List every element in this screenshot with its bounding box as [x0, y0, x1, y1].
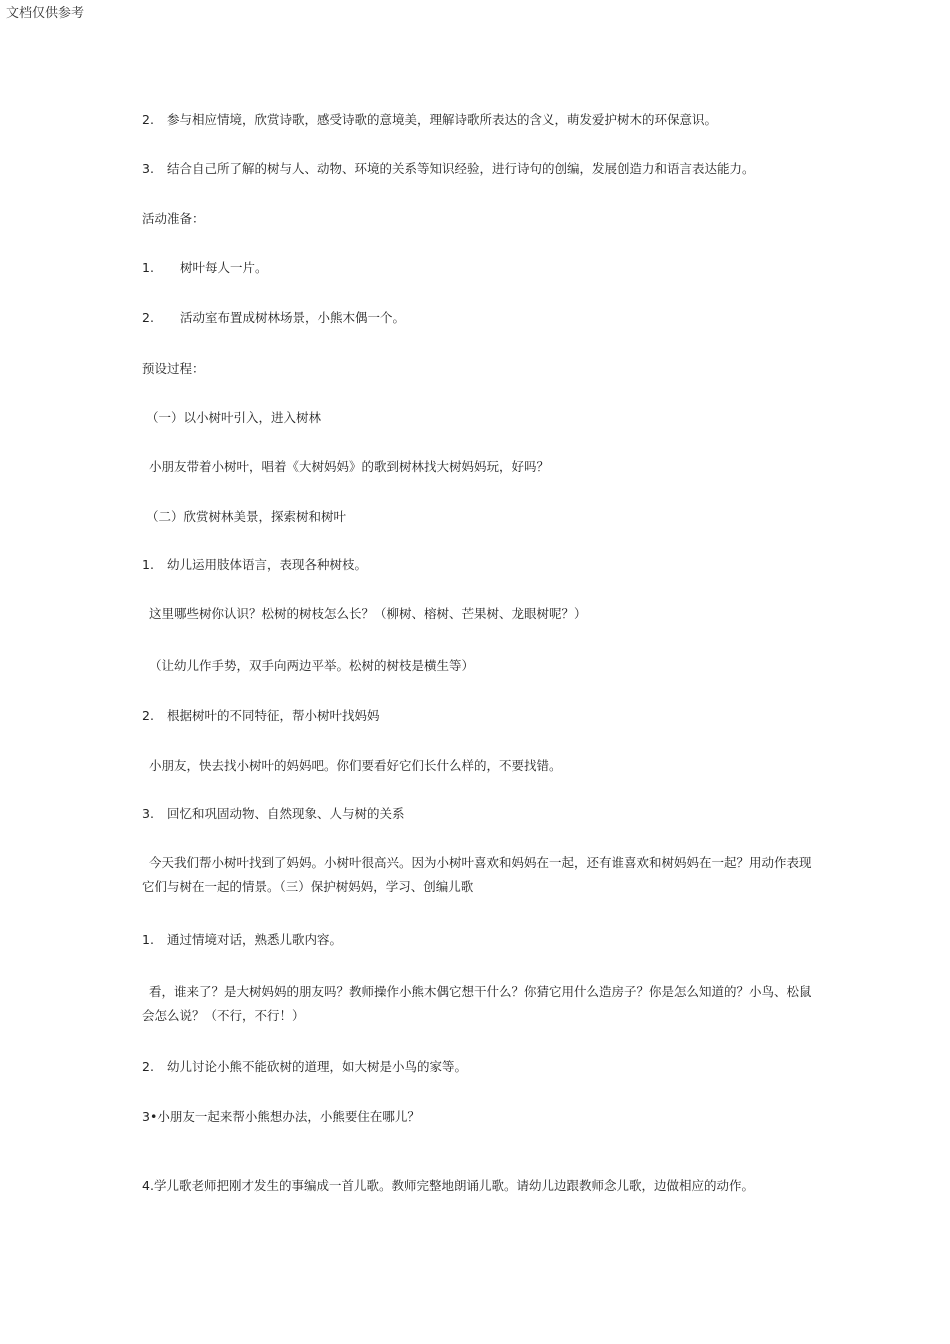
prep-item-2: [142, 309, 405, 326]
process-heading: 预设过程：: [142, 361, 205, 376]
section-2-heading: （二）欣赏树林美景，探索树和树叶: [146, 509, 347, 524]
list-text: 回忆和巩固动物、自然现象、人与树的关系: [167, 806, 405, 821]
s2-item-1: [142, 556, 367, 573]
list-text: 结合自己所了解的树与人、动物、环境的关系等知识经验，进行诗句的创编，发展创造力和语言表达能力。: [167, 161, 755, 176]
s2-item-1-question: 这里哪些树你认识？松树的树枝怎么长？（柳树、榕树、芒果树、龙眼树呢？）: [149, 606, 587, 621]
objective-2: [142, 111, 717, 128]
list-text: 根据树叶的不同特征，帮小树叶找妈妈: [167, 708, 380, 723]
list-number: 2.: [142, 1059, 154, 1074]
list-text: 幼儿运用肢体语言，表现各种树枝。: [167, 557, 368, 572]
watermark-text: 文档仅供参考: [6, 6, 85, 21]
list-text: 活动室布置成树林场景，小熊木偶一个。: [180, 310, 406, 325]
list-number: 1.: [142, 932, 154, 947]
objective-3: [142, 160, 755, 177]
list-text: 小朋友一起来帮小熊想办法，小熊要住在哪儿？: [157, 1109, 420, 1124]
s3-item-4: [142, 1177, 754, 1194]
s3-item-2: [142, 1058, 467, 1075]
list-text: 树叶每人一片。: [180, 260, 268, 275]
section-1-text: 小朋友带着小树叶，唱着《大树妈妈》的歌到树林找大树妈妈玩，好吗？: [149, 459, 550, 474]
list-number: 1.: [142, 557, 154, 572]
s3-item-3: [142, 1108, 420, 1125]
list-number: 2.: [142, 310, 154, 325]
s2-item-3-text: 今天我们帮小树叶找到了妈妈。小树叶很高兴。因为小树叶喜欢和妈妈在一起，还有谁喜欢和树妈妈在一起？用动作表现它们与树在一起的情景。（三）保护树妈妈，学习、创编儿歌: [142, 855, 812, 894]
list-number: 2.: [142, 708, 154, 723]
prep-heading: 活动准备：: [142, 211, 205, 226]
list-text: 参与相应情境，欣赏诗歌，感受诗歌的意境美，理解诗歌所表达的含义，萌发爱护树木的环保意识。: [167, 112, 718, 127]
list-text: 通过情境对话，熟悉儿歌内容。: [167, 932, 343, 947]
list-number: 2.: [142, 112, 154, 127]
s3-item-1: [142, 931, 342, 948]
list-text: 幼儿讨论小熊不能砍树的道理，如大树是小鸟的家等。: [167, 1059, 468, 1074]
list-number: 3•: [142, 1109, 158, 1124]
list-number: 3.: [142, 161, 154, 176]
s2-item-3: [142, 805, 405, 822]
s3-item-1-text: 看，谁来了？是大树妈妈的朋友吗？教师操作小熊木偶它想干什么？你猜它用什么造房子？你是怎么知道的？小鸟、松鼠会怎么说？（不行，不行！）: [142, 984, 812, 1023]
s2-item-2-text: 小朋友，快去找小树叶的妈妈吧。你们要看好它们长什么样的，不要找错。: [149, 758, 562, 773]
section-1-heading: （一）以小树叶引入，进入树林: [146, 410, 322, 425]
list-text: 学儿歌老师把刚才发生的事编成一首儿歌。教师完整地朗诵儿歌。请幼儿边跟教师念儿歌，边做相应的动作。: [153, 1178, 754, 1193]
s2-item-1-note: （让幼儿作手势，双手向两边平举。松树的树枝是横生等）: [149, 658, 475, 673]
list-number: 4.: [142, 1178, 154, 1193]
s2-item-2: [142, 707, 380, 724]
list-number: 1.: [142, 260, 154, 275]
prep-item-1: [142, 259, 268, 276]
list-number: 3.: [142, 806, 154, 821]
